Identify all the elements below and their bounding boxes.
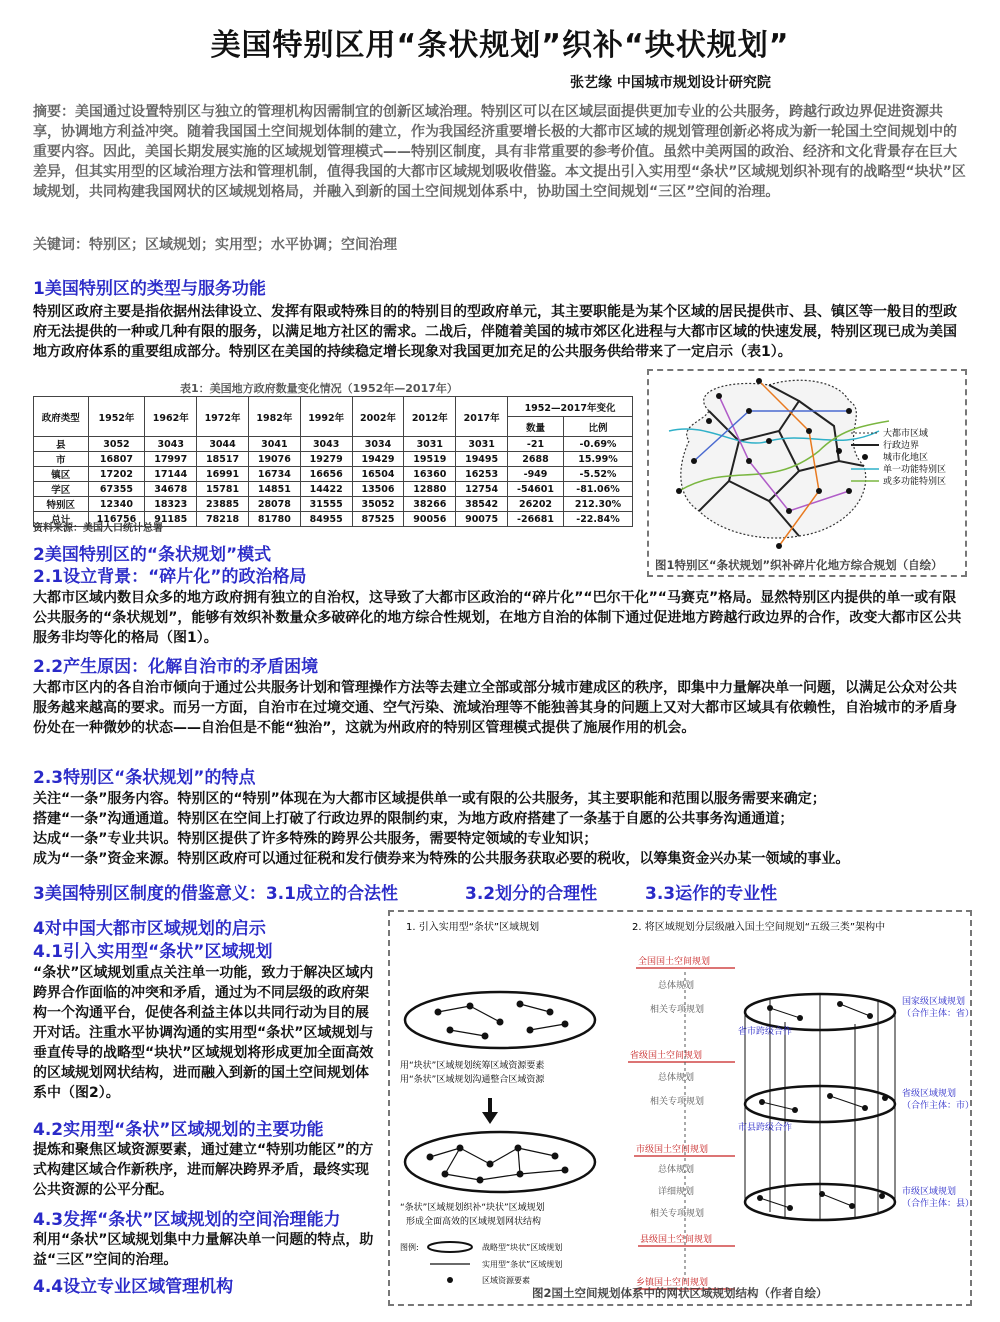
col-header-change: 1952—2017年变化 (508, 397, 633, 417)
fig2-left-text: “条状”区域规划织补“块状”区域规划 (400, 1203, 545, 1213)
row-label: 市 (34, 452, 89, 467)
table-cell: 3031 (404, 437, 456, 452)
svg-text:相关专项规划: 相关专项规划 (650, 1097, 705, 1107)
table-cell: 16656 (300, 467, 352, 482)
table-cell: -54601 (508, 482, 564, 497)
legend-title: 图例: (400, 1243, 419, 1252)
level-township: 乡镇国土空间规划 (636, 1278, 709, 1288)
table-cell: 16360 (404, 467, 456, 482)
table-cell: 23885 (197, 497, 249, 512)
figure-2-caption: 图2国土空间规划体系中的网状区域规划结构（作者自绘） (532, 1286, 828, 1300)
table-cell: 31555 (300, 497, 352, 512)
table-cell: 3041 (248, 437, 300, 452)
fig2-left-text: 形成全面高效的区域规划网状结构 (406, 1217, 542, 1227)
section-2-2-heading: 2.2产生原因：化解自治市的矛盾困境 (33, 657, 319, 677)
plan-sublevel-labels (650, 979, 704, 1219)
col-header-year: 2017年 (456, 397, 508, 437)
section-4-1-body: “条状”区域规划重点关注单一功能，致力于解决区域内跨界合作面临的冲突和矛盾，通过为不同层级的政府架构一个沟通平台，促使各利益主体以共同行动为目的展开对话。注重水平协调沟通的实用型“条状”区域规划与垂直传导的战略型“块状”区域规划将形成更加全面高效的区域规划网状结构，进而融入到新的国土空间规划体系中（图2）。 (33, 965, 374, 1101)
table-cell: -21 (508, 437, 564, 452)
keywords: 关键词：特别区；区域规划；实用型；水平协调；空间治理 (33, 237, 397, 253)
table-cell: 3043 (145, 437, 197, 452)
table-1 (33, 396, 633, 527)
table-cell: 16734 (248, 467, 300, 482)
table-cell: 17202 (88, 467, 145, 482)
table-cell: 16991 (197, 467, 249, 482)
level-national: 全国国土空间规划 (638, 957, 711, 967)
table-cell: -26681 (508, 512, 564, 527)
section-3-heading: 3美国特别区制度的借鉴意义：3.1成立的合法性 (33, 884, 398, 904)
abstract: 摘要：美国通过设置特别区与独立的管理机构因需制宜的创新区域治理。特别区可以在区域层面提供更加专业的公共服务，跨越行政边界促进资源共享，协调地方利益冲突。随着我国国土空间规划体制的建立，作为我国经济重要增长极的大都市区域的规划管理创新必将成为新一轮国土空间规划中的重要内容。因此，美国长期发展实施的区域规划管理模式——特别区制度，具有非常重要的参考价值。虽然中美两国的政治、经济和文化背景存在巨大差异，但其实用型的区域治理方法和管理机制，值得我国的大都市区域规划吸收借鉴。本文提出引入实用型“条状”区域规划织补现有的战略型“块状”区域规划，共同构建我国网状的区域规划格局，并融入到新的国土空间规划体系中，协助国土空间规划“三区”空间的治理。 (33, 104, 966, 200)
strip-plan-links (430, 1148, 565, 1180)
table-cell: 19279 (300, 452, 352, 467)
section-3-2-heading: 3.2划分的合理性 (465, 884, 598, 904)
table-cell: 38266 (404, 497, 456, 512)
fig2-left-text: 用“块状”区域规划统筹区域资源要素 (400, 1061, 545, 1071)
table-cell: 90056 (404, 512, 456, 527)
table-cell: 67355 (88, 482, 145, 497)
legend-label: 或多功能特别区 (883, 477, 947, 487)
table-cell: 17997 (145, 452, 197, 467)
table-cell: 78218 (197, 512, 249, 527)
table-cell: 81780 (248, 512, 300, 527)
figure-1-caption: 图1特别区“条状规划”织补碎片化地方综合规划（自绘） (655, 558, 943, 572)
section-4-4-heading: 4.4设立专业区域管理机构 (33, 1277, 234, 1297)
row-label: 总计 (34, 512, 89, 527)
svg-text:相关专项规划: 相关专项规划 (650, 1005, 705, 1015)
table-cell: 3043 (300, 437, 352, 452)
svg-text:相关专项规划: 相关专项规划 (650, 1209, 705, 1219)
section-4-2-heading: 4.2实用型“条状”区域规划的主要功能 (33, 1120, 324, 1140)
figure-2-diagram (390, 912, 970, 1304)
legend-ellipse (428, 1242, 472, 1252)
table-cell: 38542 (456, 497, 508, 512)
table-cell: 91185 (145, 512, 197, 527)
table-row (34, 437, 633, 452)
row-label: 镇区 (34, 467, 89, 482)
figure-2 (388, 910, 972, 1306)
section-2-3-heading: 2.3特别区“条状规划”的特点 (33, 768, 256, 788)
svg-text:总体规划: 总体规划 (658, 1165, 695, 1175)
table-cell: 3044 (197, 437, 249, 452)
col-header-year: 1992年 (300, 397, 352, 437)
table-cell: 35052 (352, 497, 404, 512)
table-cell: 34678 (145, 482, 197, 497)
table-cell: 15781 (197, 482, 249, 497)
table-row (34, 467, 633, 482)
author-line: 张艺缘 中国城市规划设计研究院 (570, 75, 771, 91)
vertical-label-province-city: 省市跨级合作 (738, 1027, 793, 1037)
table-cell: 19519 (404, 452, 456, 467)
region-plan-tags (902, 995, 970, 1209)
table-cell: 3031 (456, 437, 508, 452)
table-cell: 90075 (456, 512, 508, 527)
section-1-heading: 1美国特别区的类型与服务功能 (33, 279, 266, 299)
table-cell: 16504 (352, 467, 404, 482)
section-2-1-heading: 2.1设立背景：“碎片化”的政治格局 (33, 567, 307, 587)
table-caption: 表1：美国地方政府数量变化情况（1952年—2017年） (180, 382, 458, 395)
col-header-year: 1962年 (145, 397, 197, 437)
table-cell: -949 (508, 467, 564, 482)
table-cell: 17144 (145, 467, 197, 482)
table-header-row (34, 397, 633, 417)
legend-label: 大都市区域 (883, 429, 929, 439)
down-arrow-icon (482, 1098, 498, 1124)
legend-dot (447, 1277, 453, 1283)
section-2-heading: 2美国特别区的“条状规划”模式 (33, 545, 272, 565)
table-cell: 26202 (508, 497, 564, 512)
table-cell: 87525 (352, 512, 404, 527)
row-label: 特别区 (34, 497, 89, 512)
legend-label: 战略型“块状”区域规划 (482, 1243, 563, 1252)
svg-text:（合作主体：省）: （合作主体：省） (902, 1009, 970, 1019)
svg-text:详细规划: 详细规划 (658, 1187, 695, 1197)
table-cell: 14851 (248, 482, 300, 497)
list-item: 搭建“一条”沟通通道。特别区在空间上打破了行政边界的限制约束，为地方政府搭建了一条基于自愿的公共事务沟通通道； (33, 811, 794, 827)
table-row (34, 482, 633, 497)
table-cell: 28078 (248, 497, 300, 512)
table-cell: -5.52% (564, 467, 633, 482)
table-cell: 19495 (456, 452, 508, 467)
legend-label: 城市化地区 (883, 453, 929, 463)
section-4-1-heading: 4.1引入实用型“条状”区域规划 (33, 942, 273, 962)
col-header-year: 1952年 (88, 397, 145, 437)
section-4-3-body: 利用“条状”区域规划集中力量解决单一问题的特点，助益“三区”空间的治理。 (33, 1232, 374, 1268)
table-row (34, 452, 633, 467)
row-label: 学区 (34, 482, 89, 497)
table-cell: 15.99% (564, 452, 633, 467)
list-item: 达成“一条”专业共识。特别区提供了许多特殊的跨界公共服务，需要特定领域的专业知识； (33, 831, 598, 847)
table-cell: 2688 (508, 452, 564, 467)
table-cell: 19076 (248, 452, 300, 467)
col-header-year: 1982年 (248, 397, 300, 437)
figure-1-diagram (649, 371, 965, 551)
block-plan-ellipse (405, 1132, 595, 1192)
table-cell: 84955 (300, 512, 352, 527)
fig2-left-title: 1. 引入实用型“条状”区域规划 (406, 922, 540, 933)
table-cell: -81.06% (564, 482, 633, 497)
legend-label: 实用型“条状”区域规划 (482, 1260, 563, 1269)
table-cell: 14422 (300, 482, 352, 497)
resource-elements (435, 1001, 569, 1040)
fig2-right-title: 2. 将区域规划分层级融入国土空间规划“五级三类”架构中 (632, 922, 886, 933)
section-2-2-body: 大都市区内的各自治市倾向于通过公共服务计划和管理操作方法等去建立全部或部分城市建成区的秩序，即集中力量解决单一问题，以满足公众对公共服务越来越高的要求。而另一方面，自治市在过境交通、空气污染、流域治理等不能独善其身的问题上又对大都市区域具有依赖性，自治城市的矛盾身份处在一种微妙的状态——自治但是不能“独治”，这就为州政府的特别区管理模式提供了施展作用的机会。 (33, 680, 957, 736)
vertical-label-city-county: 市县跨级合作 (738, 1123, 793, 1133)
fig2-left-text: 用“条状”区域规划沟通整合区域资源 (400, 1075, 545, 1085)
table-cell: 12880 (404, 482, 456, 497)
table-row (34, 497, 633, 512)
table-cell: -22.84% (564, 512, 633, 527)
section-3-3-heading: 3.3运作的专业性 (645, 884, 778, 904)
col-header-type: 政府类型 (34, 397, 89, 437)
col-header-year: 2012年 (404, 397, 456, 437)
section-4-3-heading: 4.3发挥“条状”区域规划的空间治理能力 (33, 1210, 341, 1230)
table-cell: 19429 (352, 452, 404, 467)
legend-label: 区域资源要素 (482, 1276, 530, 1285)
row-label: 县 (34, 437, 89, 452)
svg-text:国家级区域规划: 国家级区域规划 (902, 997, 966, 1007)
svg-text:（合作主体：县）: （合作主体：县） (902, 1199, 970, 1209)
table-cell: -0.69% (564, 437, 633, 452)
table-cell: 18323 (145, 497, 197, 512)
data-table (33, 396, 633, 527)
table-cell: 13506 (352, 482, 404, 497)
col-header-ratio: 比例 (564, 417, 633, 437)
list-item: 关注“一条”服务内容。特别区的“特别”体现在为大都市区域提供单一或有限的公共服务，其主要职能和范围以服务需要来确定； (33, 791, 826, 807)
section-1-body: 特别区政府主要是指依据州法律设立、发挥有限或特殊目的的特别目的型政府单元，其主要职能是为某个区域的居民提供市、县、镇区等一般目的型政府无法提供的一种或几种有限的服务，以满足地方社区的需求。二战后，伴随着美国的城市郊区化进程与大都市区域的快速发展，特别区现已成为美国地方政府体系的重要组成部分。特别区在美国的持续稳定增长现象对我国更加充足的公共服务供给带来了一定启示（表1）。 (33, 304, 957, 360)
list-item: 成为“一条”资金来源。特别区政府可以通过征税和发行债券来为特殊的公共服务获取必要的税收，以筹集资金兴办某一领域的事业。 (33, 851, 850, 867)
section-4-heading: 4对中国大都市区域规划的启示 (33, 919, 266, 939)
table-cell: 3034 (352, 437, 404, 452)
svg-text:总体规划: 总体规划 (658, 981, 695, 991)
table-cell: 12340 (88, 497, 145, 512)
col-header-count: 数量 (508, 417, 564, 437)
legend-dot (862, 454, 868, 460)
legend-label: 单一功能特别区 (883, 465, 947, 475)
table-cell: 16807 (88, 452, 145, 467)
level-provincial: 省级国土空间规划 (630, 1051, 703, 1061)
level-city: 市级国土空间规划 (636, 1145, 709, 1155)
svg-text:（合作主体：市）: （合作主体：市） (902, 1101, 970, 1111)
legend-label: 行政边界 (883, 441, 920, 451)
table-cell: 212.30% (564, 497, 633, 512)
table-cell: 16253 (456, 467, 508, 482)
svg-text:市级区域规划: 市级区域规划 (902, 1187, 957, 1197)
table-source: 资料来源：美国人口统计总署 (33, 523, 163, 534)
section-2-3-body (33, 789, 968, 869)
table-cell: 12754 (456, 482, 508, 497)
figure-1 (647, 369, 967, 577)
page-title: 美国特别区用“条状规划”织补“块状规划” (210, 28, 790, 63)
col-header-year: 1972年 (197, 397, 249, 437)
table-cell: 3052 (88, 437, 145, 452)
section-2-1-body: 大都市区域内数目众多的地方政府拥有独立的自治权，这导致了大都市区政治的“碎片化”“巴尔干化”“马赛克”格局。显然特别区内提供的单一或有限公共服务的“条状规划”，能够有效织补数量众多破碎化的地方综合性规划，在地方自治的体制下通过促进地方跨越行政边界的合作，改变大都市区公共服务非均等化的格局（图1）。 (33, 590, 962, 646)
level-county: 县级国土空间规划 (640, 1235, 713, 1245)
svg-text:省级区域规划: 省级区域规划 (902, 1089, 957, 1099)
col-header-year: 2002年 (352, 397, 404, 437)
section-4-2-body: 提炼和聚焦区域资源要素，通过建立“特别功能区”的方式构建区域合作新秩序，进而解决跨界矛盾，最终实现公共资源的公平分配。 (33, 1142, 374, 1198)
svg-text:总体规划: 总体规划 (658, 1073, 695, 1083)
table-cell: 116756 (88, 512, 145, 527)
table-cell: 18517 (197, 452, 249, 467)
